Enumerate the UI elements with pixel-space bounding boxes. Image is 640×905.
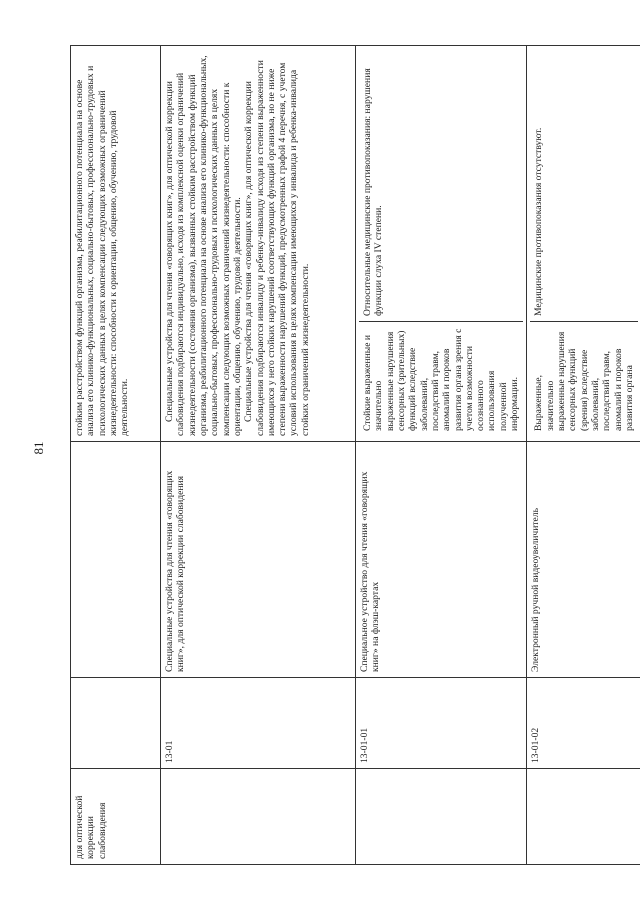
code-cell: 13-01 [161, 678, 356, 769]
device-name-cell: Специальное устройство для чтения «говорящих книг» на флэш-картах [356, 442, 527, 678]
device-name-cell: Электронный ручной видеоувеличитель [527, 442, 640, 678]
medical-indications: Выраженные, значительно выраженные нарушения сенсорных функций (зрения) вследствие заболеваний, последствий травм, аномалий и пороков развития органа [530, 321, 638, 436]
indications-split-cell [527, 46, 640, 442]
category-cell: для оптической коррекции слабовидения [71, 769, 161, 865]
indications-paragraph: Специальные устройства для чтения «говорящих книг», для оптической коррекции слабовидения подбираются инвалиду и ребенку-инвалиду исходя из степени выраженности имеющихся у него стойких нарушений соответствующих функций организма, но не ниже степени выраженности нарушений функций, предусмотренных графой 4 перечня, с учетом условий использования в целях компенсации имеющихся у инвалида и ребенка-инвалида стойких ограничений жизнедеятельности. [243, 60, 311, 436]
table-row [527, 46, 640, 865]
indications-paragraph: Специальные устройства для чтения «говорящих книг», для оптической коррекции слабовидения подбираются индивидуально, исходя из комплексной оценки ограничений жизнедеятельности (состояния организма), вызванных стойким расстройством функций организма, реабилитационного потенциала на основе анализа его клинико-функциональных, социально-бытовых, профессионально-трудовых и психологических данных в целях компенсации следующих возможных ограничений жизнедеятельности: способности к ориентации, общению, обучению, трудовой деятельности. [164, 55, 243, 436]
indications-cell [161, 46, 356, 442]
device-name-cell: Специальные устройства для чтения «говорящих книг», для оптической коррекции слабовидения [161, 442, 356, 678]
category-cell [161, 769, 356, 865]
table-row [356, 46, 527, 865]
table-row [71, 46, 161, 865]
indications-split-cell [356, 46, 527, 442]
code-cell: 13-01-02 [527, 678, 640, 769]
device-name-cell [71, 442, 161, 678]
contraindications: Относительные медицинские противопоказания: нарушения функции слуха IV степени. [362, 68, 385, 316]
medical-indications: Стойкие выраженные и значительно выраженные нарушения сенсорных (зрительных) функций вследствие заболеваний, последствий травм, аномалий и пороков развития органа зрения с учетом возможности осознанного использования полученной информации. [359, 321, 523, 436]
equipment-table [70, 45, 640, 865]
contraindications: Медицинские противопоказания отсутствуют. [533, 127, 545, 316]
rotated-page-content [70, 45, 635, 865]
code-cell [71, 678, 161, 769]
category-cell [356, 769, 527, 865]
category-cell [527, 769, 640, 865]
table-row [161, 46, 356, 865]
indications-cell: стойким расстройством функций организма, реабилитационного потенциала на основе анализа его клинико-функциональных, социально-бытовых, профессионально-трудовых и психологических данных в целях компенсации следующих возможных ограничений жизнедеятельности: способности к ориентации, общению, обучению, трудовой деятельности. [71, 46, 161, 442]
page-number: 81 [31, 441, 46, 455]
code-cell: 13-01-01 [356, 678, 527, 769]
